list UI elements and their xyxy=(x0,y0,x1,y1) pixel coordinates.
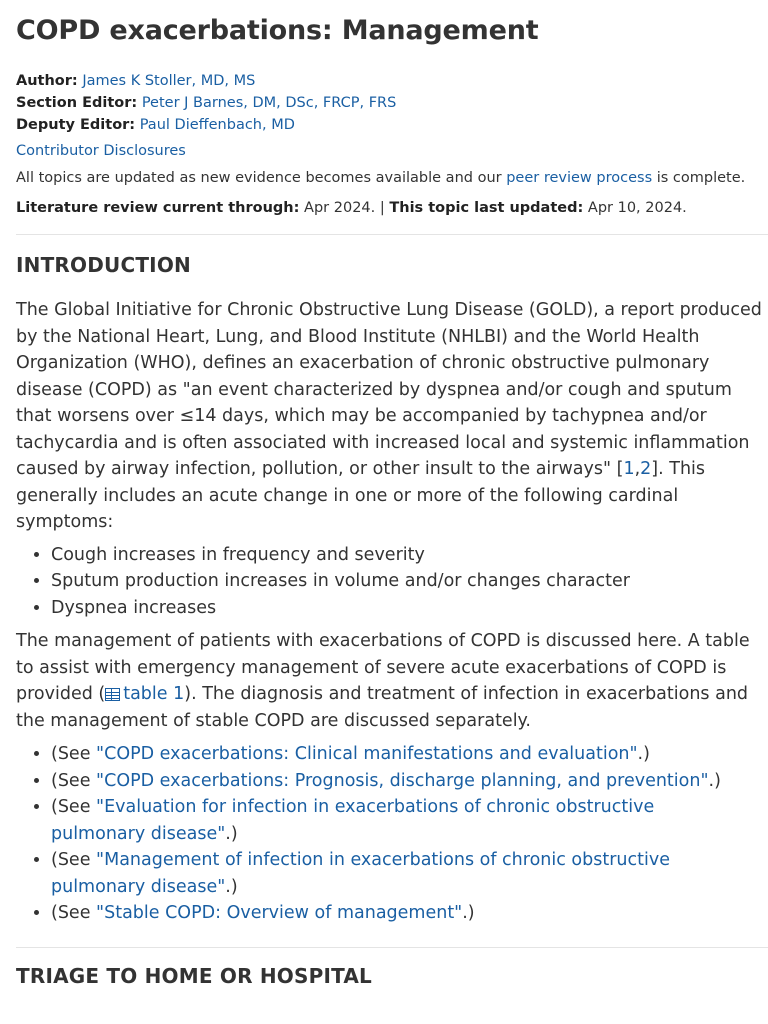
list-item xyxy=(51,847,752,900)
update-note-suffix: is complete. xyxy=(652,170,746,186)
introduction-heading: INTRODUCTION xyxy=(16,253,191,277)
section-editor-label: Section Editor: xyxy=(16,95,138,111)
see-prefix: (See xyxy=(51,797,97,817)
last-updated-value: Apr 10, 2024. xyxy=(583,200,687,216)
reference-separator: , xyxy=(634,459,641,479)
section-editor-line xyxy=(16,92,752,114)
see-prefix: (See xyxy=(51,850,97,870)
lit-review-label: Literature review current through: xyxy=(16,200,300,216)
topic-link-stable-copd[interactable]: "Stable COPD: Overview of management" xyxy=(96,903,463,923)
topic-link-infection-evaluation[interactable]: "Evaluation for infection in exacerbations of chronic obstructive pulmonary disease" xyxy=(51,797,655,844)
topic-link-infection-management[interactable]: "Management of infection in exacerbations of chronic obstructive pulmonary disease" xyxy=(51,850,670,897)
see-prefix: (See xyxy=(51,770,97,791)
see-also-list xyxy=(16,741,752,927)
topic-link-clinical-manifestations[interactable]: "COPD exacerbations: Clinical manifestations and evaluation" xyxy=(96,744,638,764)
peer-review-link[interactable]: peer review process xyxy=(506,170,653,186)
reference-link-1[interactable]: 1 xyxy=(623,459,635,479)
table-icon xyxy=(105,688,120,701)
list-item xyxy=(51,768,752,795)
list-item xyxy=(51,794,752,847)
intro-paragraph-1-end: ]. This generally includes an acute change in one or more of the following cardinal symptoms: xyxy=(16,459,706,532)
table-1-link[interactable] xyxy=(105,684,184,704)
last-updated-label: This topic last updated: xyxy=(389,200,584,216)
review-dates xyxy=(16,197,752,219)
list-item xyxy=(51,741,752,768)
see-suffix: .) xyxy=(225,876,238,897)
table-1-label: table 1 xyxy=(123,684,185,704)
see-prefix: (See xyxy=(51,903,97,923)
deputy-editor-line xyxy=(16,114,752,136)
author-block xyxy=(16,70,752,136)
reference-link-2[interactable]: 2 xyxy=(640,459,652,479)
update-note-prefix: All topics are updated as new evidence becomes available and our xyxy=(16,170,507,186)
section-editor-link[interactable]: Peter J Barnes, DM, DSc, FRCP, FRS xyxy=(141,95,397,111)
list-item xyxy=(51,900,752,927)
topic-link-prognosis[interactable]: "COPD exacerbations: Prognosis, discharge planning, and prevention" xyxy=(96,770,709,791)
lit-review-value: Apr 2024. | xyxy=(299,200,390,216)
intro-paragraph-2-text: The management of patients with exacerbations of COPD is discussed here. A table to assist with emergency management of severe acute exacerbations of COPD is provided ( xyxy=(16,631,750,704)
see-suffix: .) xyxy=(637,744,650,764)
list-item: • Sputum production increases in volume and/or changes character xyxy=(51,568,752,595)
intro-paragraph-2-end: ). The diagnosis and treatment of infection in exacerbations and the management of stable COPD are discussed separately. xyxy=(16,684,749,731)
divider xyxy=(16,234,768,235)
list-item: • Cough increases in frequency and severity xyxy=(51,542,752,569)
intro-paragraph-2 xyxy=(16,628,768,734)
update-note xyxy=(16,167,752,189)
deputy-editor-label: Deputy Editor: xyxy=(16,117,136,133)
symptom-list xyxy=(16,542,752,622)
author-label: Author: xyxy=(16,73,78,89)
intro-paragraph-1-text: The Global Initiative for Chronic Obstructive Lung Disease (GOLD), a report produced by the National Heart, Lung, and Blood Institute (NHLBI) and the World Health Organization (WHO), defines an exacerbation of chronic obstructive pulmonary disease (COPD) as "an event characterized by dyspnea and/or cough and sputum that worsens over ≤14 days, which may be accompanied by tachypnea and/or tachycardia and is often associated with increased local and systemic inflammation caused by airway infection, pollution, or other insult to the airways" [ xyxy=(16,300,762,479)
see-suffix: .) xyxy=(225,823,238,844)
divider xyxy=(16,947,768,948)
page-title: COPD exacerbations: Management xyxy=(16,15,539,46)
contributor-disclosures-link[interactable]: Contributor Disclosures xyxy=(16,143,186,159)
author-line xyxy=(16,70,752,92)
see-suffix: .) xyxy=(708,770,721,791)
author-link[interactable]: James K Stoller, MD, MS xyxy=(82,73,256,89)
triage-heading: TRIAGE TO HOME OR HOSPITAL xyxy=(16,963,373,988)
see-prefix: (See xyxy=(51,744,97,764)
list-item: • Dyspnea increases xyxy=(51,595,752,622)
see-suffix: .) xyxy=(462,903,475,923)
deputy-editor-link[interactable]: Paul Dieffenbach, MD xyxy=(139,117,295,133)
intro-paragraph-1 xyxy=(16,297,768,536)
